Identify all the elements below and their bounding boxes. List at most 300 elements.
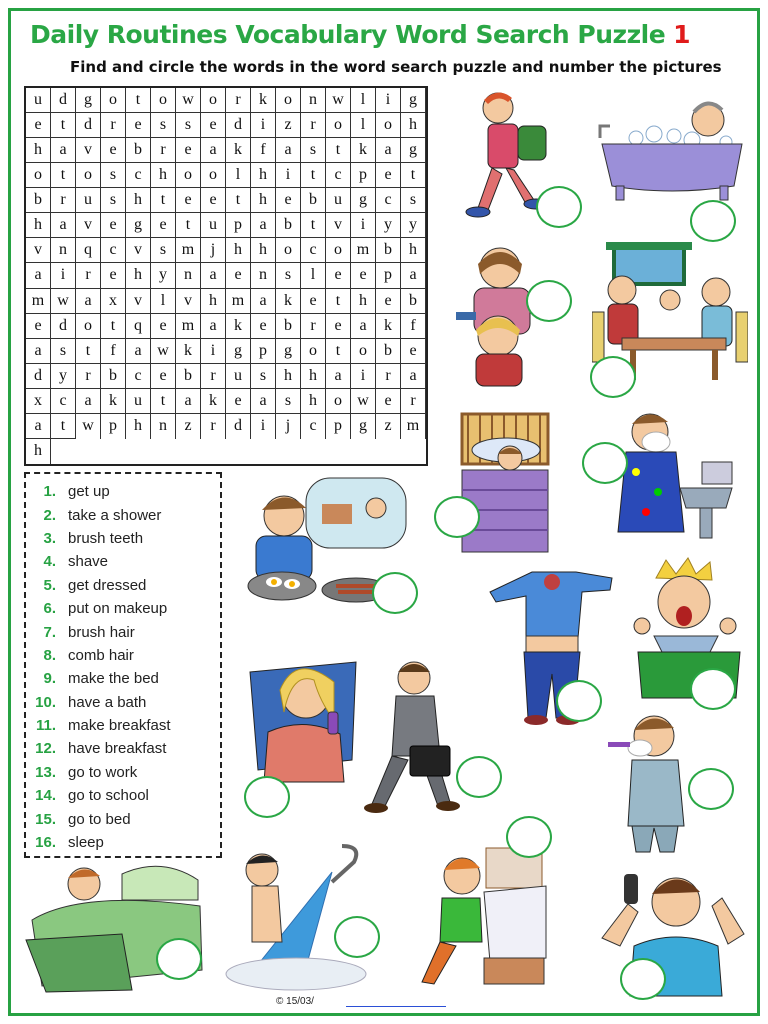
grid-letter[interactable]: e (151, 213, 176, 238)
grid-letter[interactable]: i (276, 163, 301, 188)
going-to-work-picture (362, 656, 462, 826)
grid-letter[interactable]: k (376, 314, 401, 339)
grid-letter[interactable]: p (251, 339, 276, 364)
grid-letter[interactable]: p (351, 163, 376, 188)
grid-letter[interactable]: t (51, 163, 76, 188)
grid-letter[interactable]: i (251, 113, 276, 138)
word-list-item (26, 807, 220, 830)
grid-letter[interactable]: h (251, 238, 276, 263)
grid-letter[interactable]: a (176, 389, 201, 414)
grid-letter[interactable]: t (51, 414, 76, 439)
grid-letter[interactable]: o (376, 113, 401, 138)
grid-letter[interactable]: g (351, 188, 376, 213)
grid-letter[interactable]: v (76, 138, 101, 163)
man-shaving-picture (606, 402, 736, 548)
word-number: 5. (43, 576, 56, 594)
grid-letter[interactable]: a (276, 138, 301, 163)
grid-letter[interactable]: e (401, 339, 426, 364)
grid-letter[interactable]: u (226, 364, 251, 389)
grid-letter[interactable]: v (126, 238, 151, 263)
grid-letter[interactable]: k (101, 389, 126, 414)
grid-letter[interactable]: f (401, 314, 426, 339)
grid-letter[interactable]: e (151, 314, 176, 339)
word-list-item (26, 761, 220, 784)
grid-letter[interactable]: h (126, 188, 151, 213)
grid-letter[interactable]: s (151, 113, 176, 138)
grid-letter[interactable]: g (276, 339, 301, 364)
grid-letter[interactable]: t (326, 138, 351, 163)
grid-letter[interactable]: e (26, 113, 51, 138)
grid-letter[interactable]: c (51, 389, 76, 414)
word-text: have breakfast (68, 740, 167, 758)
word-search-grid[interactable] (24, 86, 428, 466)
grid-letter[interactable]: k (226, 314, 251, 339)
grid-letter[interactable]: h (301, 389, 326, 414)
grid-letter[interactable]: j (276, 414, 301, 439)
grid-letter[interactable]: t (326, 289, 351, 314)
grid-letter[interactable]: d (51, 88, 76, 113)
word-text: get up (68, 483, 110, 501)
answer-circle-6[interactable] (582, 442, 628, 484)
grid-letter[interactable]: b (301, 188, 326, 213)
grid-letter[interactable]: w (51, 289, 76, 314)
grid-letter[interactable]: a (401, 364, 426, 389)
grid-letter[interactable]: n (176, 263, 201, 288)
copyright-text: © 15/03/ (276, 996, 314, 1007)
grid-letter[interactable]: b (176, 364, 201, 389)
answer-circle-4[interactable] (590, 356, 636, 398)
grid-letter[interactable]: b (376, 238, 401, 263)
grid-letter[interactable]: k (176, 339, 201, 364)
grid-letter[interactable]: o (301, 339, 326, 364)
word-list-item (26, 714, 220, 737)
grid-letter[interactable]: i (376, 88, 401, 113)
grid-letter[interactable]: b (376, 339, 401, 364)
grid-letter[interactable]: e (101, 263, 126, 288)
brushing-teeth-picture (602, 706, 698, 856)
answer-circle-13[interactable] (156, 938, 202, 980)
grid-letter[interactable]: h (26, 138, 51, 163)
grid-letter[interactable]: r (201, 364, 226, 389)
word-number: 15. (35, 810, 56, 828)
word-number: 6. (43, 600, 56, 618)
grid-letter[interactable]: u (26, 88, 51, 113)
grid-letter[interactable]: r (226, 88, 251, 113)
word-number: 2. (43, 506, 56, 524)
grid-letter[interactable]: p (326, 414, 351, 439)
grid-letter[interactable]: c (301, 414, 326, 439)
grid-letter[interactable]: s (176, 113, 201, 138)
word-list-item (26, 691, 220, 714)
grid-letter[interactable]: t (126, 88, 151, 113)
grid-letter[interactable]: j (201, 238, 226, 263)
grid-letter[interactable]: k (201, 389, 226, 414)
grid-letter[interactable]: m (26, 289, 51, 314)
word-text: comb hair (68, 646, 134, 664)
word-text: go to bed (68, 810, 131, 828)
grid-letter[interactable]: t (301, 163, 326, 188)
grid-letter[interactable]: s (51, 339, 76, 364)
grid-letter[interactable]: u (126, 389, 151, 414)
grid-letter[interactable]: c (326, 163, 351, 188)
grid-letter[interactable]: a (251, 213, 276, 238)
grid-letter[interactable]: l (351, 88, 376, 113)
grid-letter[interactable]: t (76, 339, 101, 364)
grid-letter[interactable]: b (276, 213, 301, 238)
word-list-item (26, 480, 220, 503)
grid-letter[interactable]: e (326, 314, 351, 339)
grid-letter[interactable]: e (151, 364, 176, 389)
grid-letter[interactable]: k (226, 138, 251, 163)
grid-letter[interactable]: q (126, 314, 151, 339)
grid-letter[interactable]: f (101, 339, 126, 364)
grid-letter[interactable]: h (151, 163, 176, 188)
makeup-picture (244, 642, 360, 788)
grid-letter[interactable]: e (176, 138, 201, 163)
grid-letter[interactable]: h (251, 163, 276, 188)
grid-letter[interactable]: w (76, 414, 101, 439)
grid-letter[interactable]: v (76, 213, 101, 238)
grid-letter[interactable]: y (151, 263, 176, 288)
grid-letter[interactable]: o (76, 314, 101, 339)
word-number: 4. (43, 553, 56, 571)
grid-letter[interactable]: w (351, 389, 376, 414)
grid-letter[interactable]: m (176, 314, 201, 339)
grid-letter[interactable]: d (76, 113, 101, 138)
grid-letter[interactable]: t (151, 389, 176, 414)
answer-circle-2[interactable] (690, 200, 736, 242)
grid-letter[interactable]: i (51, 263, 76, 288)
grid-letter[interactable]: e (126, 113, 151, 138)
word-text: go to work (68, 763, 138, 781)
grid-letter[interactable]: a (401, 263, 426, 288)
grid-letter[interactable]: c (301, 238, 326, 263)
grid-letter[interactable]: e (201, 113, 226, 138)
answer-circle-14[interactable] (334, 916, 380, 958)
grid-letter[interactable]: t (301, 213, 326, 238)
grid-letter[interactable]: o (176, 163, 201, 188)
grid-letter[interactable]: i (351, 364, 376, 389)
grid-letter[interactable]: u (76, 188, 101, 213)
word-text: have a bath (68, 693, 147, 711)
grid-letter[interactable]: e (226, 263, 251, 288)
making-bed-picture (400, 842, 548, 992)
grid-letter[interactable]: a (376, 138, 401, 163)
grid-letter[interactable]: a (251, 389, 276, 414)
grid-letter[interactable]: a (351, 314, 376, 339)
grid-letter[interactable]: e (326, 263, 351, 288)
answer-circle-3[interactable] (526, 280, 572, 322)
grid-letter[interactable]: k (351, 138, 376, 163)
grid-letter[interactable]: i (351, 213, 376, 238)
grid-letter[interactable]: z (176, 414, 201, 439)
grid-letter[interactable]: o (201, 163, 226, 188)
grid-letter[interactable]: t (51, 113, 76, 138)
grid-letter[interactable]: g (401, 88, 426, 113)
grid-letter[interactable]: o (351, 339, 376, 364)
grid-letter[interactable]: o (201, 88, 226, 113)
title-number: 1 (673, 20, 691, 49)
grid-letter[interactable]: t (326, 339, 351, 364)
answer-circle-9[interactable] (690, 668, 736, 710)
grid-letter[interactable]: e (376, 289, 401, 314)
grid-letter[interactable]: l (351, 113, 376, 138)
grid-letter[interactable]: c (376, 188, 401, 213)
grid-letter[interactable]: a (126, 339, 151, 364)
grid-letter[interactable]: o (76, 163, 101, 188)
grid-letter[interactable]: o (151, 88, 176, 113)
grid-letter[interactable]: t (151, 188, 176, 213)
grid-letter[interactable]: t (101, 314, 126, 339)
title-text: Daily Routines Vocabulary Word Search Puzzle (30, 20, 666, 49)
grid-letter[interactable]: o (276, 238, 301, 263)
grid-letter[interactable]: h (276, 364, 301, 389)
word-number: 9. (43, 670, 56, 688)
grid-letter[interactable]: h (401, 238, 426, 263)
grid-letter[interactable]: s (401, 188, 426, 213)
word-list (24, 472, 222, 858)
word-text: get dressed (68, 576, 147, 594)
word-text: put on makeup (68, 600, 168, 618)
grid-letter[interactable]: g (226, 339, 251, 364)
grid-letter[interactable]: v (326, 213, 351, 238)
grid-letter[interactable]: u (201, 213, 226, 238)
grid-letter[interactable]: a (51, 213, 76, 238)
word-text: make the bed (68, 670, 159, 688)
word-text: take a shower (68, 506, 162, 524)
word-list-item (26, 667, 220, 690)
word-list-item (26, 644, 220, 667)
word-number: 12. (35, 740, 56, 758)
grid-letter[interactable]: b (26, 188, 51, 213)
grid-letter[interactable]: e (201, 188, 226, 213)
page-title (30, 20, 750, 56)
answer-circle-16[interactable] (620, 958, 666, 1000)
instructions: Find and circle the words in the word search puzzle and number the pictures (70, 58, 722, 76)
grid-letter[interactable]: i (251, 414, 276, 439)
grid-letter[interactable]: p (101, 414, 126, 439)
word-list-item (26, 503, 220, 526)
word-number: 10. (35, 693, 56, 711)
grid-letter[interactable]: x (101, 289, 126, 314)
grid-letter[interactable]: t (401, 163, 426, 188)
grid-letter[interactable]: e (251, 314, 276, 339)
grid-letter[interactable]: l (226, 163, 251, 188)
grid-letter[interactable]: g (351, 414, 376, 439)
answer-circle-8[interactable] (556, 680, 602, 722)
answer-circle-15[interactable] (506, 816, 552, 858)
grid-letter[interactable]: h (201, 289, 226, 314)
grid-letter[interactable]: z (276, 113, 301, 138)
grid-letter[interactable]: h (351, 289, 376, 314)
grid-letter[interactable]: e (101, 138, 126, 163)
grid-letter[interactable]: m (351, 238, 376, 263)
grid-letter[interactable]: r (76, 364, 101, 389)
grid-letter[interactable]: y (51, 364, 76, 389)
grid-letter[interactable]: y (401, 213, 426, 238)
grid-letter[interactable]: s (101, 188, 126, 213)
grid-letter[interactable]: y (376, 213, 401, 238)
grid-letter[interactable]: a (326, 364, 351, 389)
grid-letter[interactable]: v (176, 289, 201, 314)
grid-letter[interactable]: m (176, 238, 201, 263)
word-number: 1. (43, 483, 56, 501)
word-list-item (26, 737, 220, 760)
grid-letter[interactable]: u (326, 188, 351, 213)
grid-letter[interactable]: e (26, 314, 51, 339)
grid-letter[interactable]: a (201, 138, 226, 163)
grid-letter[interactable]: x (26, 389, 51, 414)
grid-letter[interactable]: w (326, 88, 351, 113)
answer-circle-5[interactable] (434, 496, 480, 538)
grid-letter[interactable]: r (51, 188, 76, 213)
grid-letter[interactable]: e (176, 188, 201, 213)
answer-circle-10[interactable] (244, 776, 290, 818)
grid-letter[interactable]: s (301, 138, 326, 163)
grid-letter[interactable]: g (76, 88, 101, 113)
grid-letter[interactable]: h (126, 414, 151, 439)
grid-letter[interactable]: d (26, 364, 51, 389)
word-list-item (26, 597, 220, 620)
grid-letter[interactable]: w (176, 88, 201, 113)
grid-letter[interactable]: h (226, 238, 251, 263)
grid-letter[interactable]: g (401, 138, 426, 163)
grid-letter[interactable]: h (26, 213, 51, 238)
grid-letter[interactable]: e (376, 163, 401, 188)
grid-letter[interactable]: s (101, 163, 126, 188)
grid-letter[interactable]: a (76, 389, 101, 414)
grid-letter[interactable]: e (101, 213, 126, 238)
word-list-item (26, 620, 220, 643)
grid-letter[interactable]: r (201, 414, 226, 439)
grid-letter[interactable]: a (51, 138, 76, 163)
grid-letter[interactable]: a (26, 414, 51, 439)
grid-letter[interactable]: n (51, 238, 76, 263)
word-text: make breakfast (68, 717, 171, 735)
answer-circle-11[interactable] (456, 756, 502, 798)
grid-letter[interactable]: d (226, 414, 251, 439)
grid-letter[interactable]: o (326, 113, 351, 138)
grid-letter[interactable]: h (26, 439, 51, 464)
word-text: shave (68, 553, 109, 571)
grid-letter[interactable]: h (251, 188, 276, 213)
grid-letter[interactable]: n (251, 263, 276, 288)
grid-letter[interactable]: t (176, 213, 201, 238)
grid-letter[interactable]: o (326, 389, 351, 414)
grid-letter[interactable]: p (376, 263, 401, 288)
grid-letter[interactable]: m (226, 289, 251, 314)
grid-letter[interactable]: o (101, 88, 126, 113)
grid-letter[interactable]: r (301, 113, 326, 138)
grid-letter[interactable]: v (26, 238, 51, 263)
grid-letter[interactable]: e (301, 289, 326, 314)
word-number: 14. (35, 787, 56, 805)
grid-letter[interactable]: r (401, 389, 426, 414)
word-list-item (26, 784, 220, 807)
grid-letter[interactable]: e (226, 389, 251, 414)
word-text: brush teeth (68, 529, 144, 547)
grid-letter[interactable]: z (376, 414, 401, 439)
grid-letter[interactable]: f (251, 138, 276, 163)
grid-letter[interactable]: m (401, 414, 426, 439)
grid-letter[interactable]: b (276, 314, 301, 339)
grid-letter[interactable]: a (26, 339, 51, 364)
grid-letter[interactable]: a (251, 289, 276, 314)
footer-link-underline[interactable] (346, 1006, 446, 1007)
grid-letter[interactable]: i (201, 339, 226, 364)
grid-letter[interactable]: w (151, 339, 176, 364)
grid-letter[interactable]: q (76, 238, 101, 263)
word-text: go to school (68, 787, 149, 805)
grid-letter[interactable]: k (276, 289, 301, 314)
grid-letter[interactable]: e (351, 263, 376, 288)
grid-letter[interactable]: l (151, 289, 176, 314)
grid-letter[interactable]: h (126, 263, 151, 288)
grid-letter[interactable]: b (401, 289, 426, 314)
grid-letter[interactable]: o (276, 88, 301, 113)
answer-circle-12[interactable] (688, 768, 734, 810)
grid-letter[interactable]: c (126, 163, 151, 188)
grid-letter[interactable]: o (326, 238, 351, 263)
grid-letter[interactable]: b (101, 364, 126, 389)
answer-circle-7[interactable] (372, 572, 418, 614)
grid-letter[interactable]: a (201, 263, 226, 288)
grid-letter[interactable]: a (26, 263, 51, 288)
word-list-item (26, 831, 220, 854)
grid-letter[interactable]: e (276, 188, 301, 213)
man-in-bath-picture (596, 86, 748, 206)
answer-circle-1[interactable] (536, 186, 582, 228)
grid-letter[interactable]: d (51, 314, 76, 339)
grid-letter[interactable]: c (101, 238, 126, 263)
word-list-item (26, 527, 220, 550)
grid-letter[interactable]: p (226, 213, 251, 238)
grid-letter[interactable]: r (301, 314, 326, 339)
grid-letter[interactable]: n (301, 88, 326, 113)
grid-letter[interactable]: r (376, 364, 401, 389)
grid-letter[interactable]: r (76, 263, 101, 288)
grid-letter[interactable]: s (276, 263, 301, 288)
word-number: 13. (35, 763, 56, 781)
grid-letter[interactable]: s (151, 238, 176, 263)
grid-letter[interactable]: e (376, 389, 401, 414)
grid-letter[interactable]: h (401, 113, 426, 138)
word-text: brush hair (68, 623, 135, 641)
grid-letter[interactable]: r (101, 113, 126, 138)
grid-letter[interactable]: a (201, 314, 226, 339)
grid-letter[interactable]: t (226, 188, 251, 213)
grid-letter[interactable]: n (151, 414, 176, 439)
grid-letter[interactable]: o (26, 163, 51, 188)
grid-letter[interactable]: a (76, 289, 101, 314)
grid-letter[interactable]: g (126, 213, 151, 238)
word-number: 8. (43, 646, 56, 664)
grid-letter[interactable]: v (126, 289, 151, 314)
grid-letter[interactable]: h (301, 364, 326, 389)
word-number: 7. (43, 623, 56, 641)
word-text: sleep (68, 834, 104, 852)
grid-letter[interactable]: k (251, 88, 276, 113)
grid-letter[interactable]: c (126, 364, 151, 389)
grid-letter[interactable]: s (276, 389, 301, 414)
grid-letter[interactable]: l (301, 263, 326, 288)
word-number: 11. (35, 717, 56, 735)
grid-letter[interactable]: b (126, 138, 151, 163)
grid-letter[interactable]: d (226, 113, 251, 138)
grid-letter[interactable]: r (151, 138, 176, 163)
word-list-item (26, 574, 220, 597)
grid-letter[interactable]: s (251, 364, 276, 389)
